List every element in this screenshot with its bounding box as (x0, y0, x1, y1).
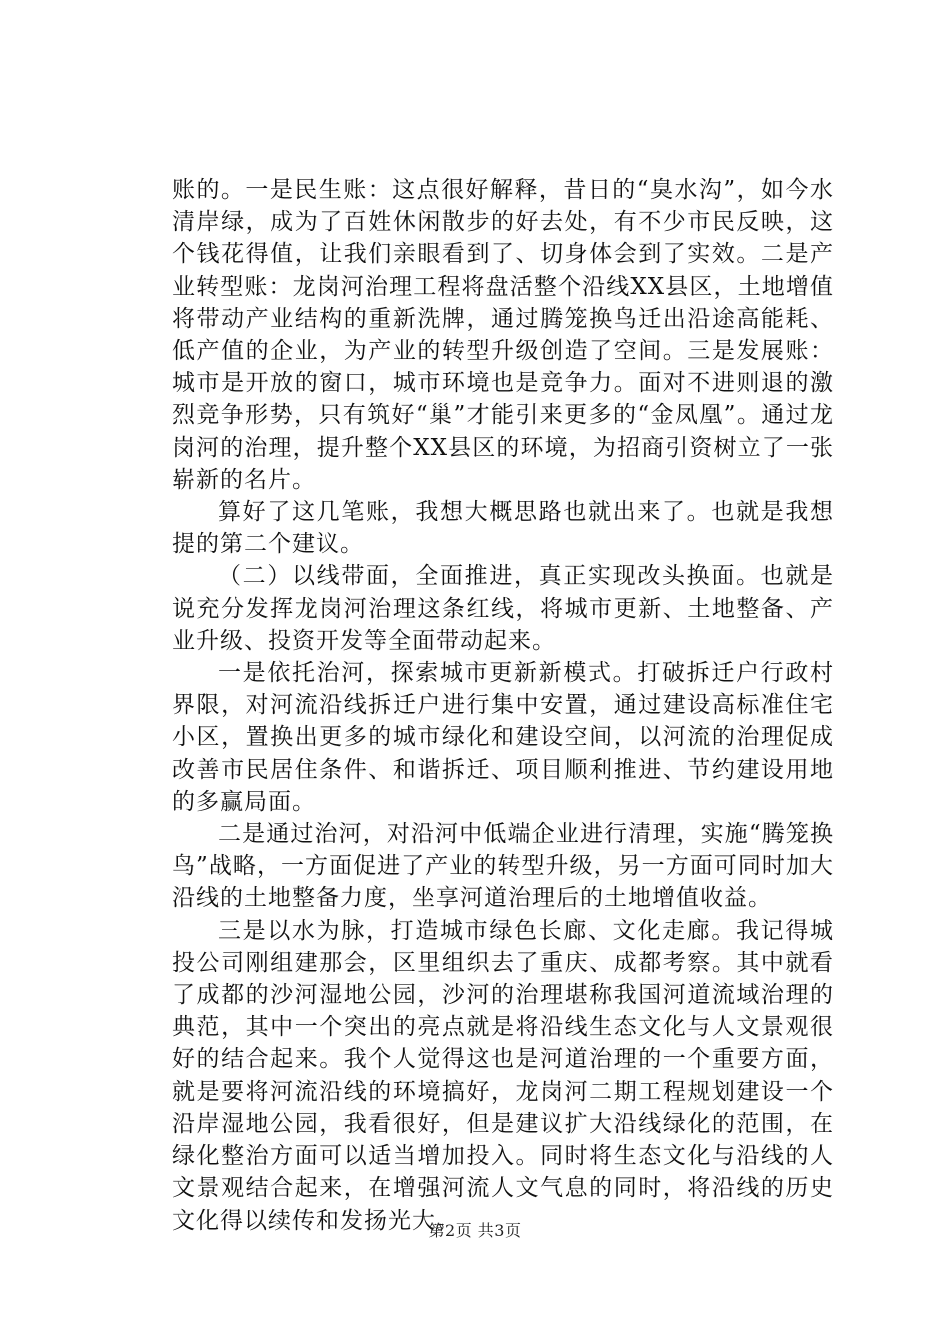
paragraph-livelihood-accounts: 账的。一是民生账：这点很好解释，昔日的“臭水沟”，如今水清岸绿，成为了百姓休闲散步的好去处，有不少市民反映，这个钱花得值，让我们亲眼看到了、切身体会到了实效。二是产业转型账：龙岗河治理工程将盘活整个沿线XX县区，土地增值将带动产业结构的重新洗牌，通过腾笼换鸟迁出沿途高能耗、低产值的企业，为产业的转型升级创造了空间。三是发展账：城市是开放的窗口，城市环境也是竞争力。面对不进则退的激烈竞争形势，只有筑好“巢”才能引来更多的“金凤凰”。通过龙岗河的治理，提升整个XX县区的环境，为招商引资树立了一张崭新的名片。 (172, 177, 834, 493)
paragraph-point-one: 一是依托治河，探索城市更新新模式。打破拆迁户行政村界限，对河流沿线拆迁户进行集中安置，通过建设高标准住宅小区，置换出更多的城市绿化和建设空间，以河流的治理促成改善市民居住条件、和谐拆迁、项目顺利推进、节约建设用地的多赢局面。 (172, 660, 834, 815)
document-body (172, 174, 834, 1237)
page-number-footer: 第2页 共3页 (428, 1221, 522, 1240)
paragraph-second-suggestion: （二）以线带面，全面推进，真正实现改头换面。也就是说充分发挥龙岗河治理这条红线，将城市更新、土地整备、产业升级、投资开发等全面带动起来。 (172, 563, 834, 654)
paragraph-transition: 算好了这几笔账，我想大概思路也就出来了。也就是我想提的第二个建议。 (172, 499, 834, 558)
paragraph-point-two: 二是通过治河，对沿河中低端企业进行清理，实施“腾笼换鸟”战略，一方面促进了产业的转型升级，另一方面可同时加大沿线的土地整备力度，坐享河道治理后的土地增值收益。 (172, 821, 834, 912)
paragraph-point-three: 三是以水为脉，打造城市绿色长廊、文化走廊。我记得城投公司刚组建那会，区里组织去了重庆、成都考察。其中就看了成都的沙河湿地公园，沙河的治理堪称我国河道流域治理的典范，其中一个突出的亮点就是将沿线生态文化与人文景观很好的结合起来。我个人觉得这也是河道治理的一个重要方面，就是要将河流沿线的环境搞好，龙岗河二期工程规划建设一个沿岸湿地公园，我看很好，但是建议扩大沿线绿化的范围，在绿化整治方面可以适当增加投入。同时将生态文化与沿线的人文景观结合起来，在增强河流人文气息的同时，将沿线的历史文化得以续传和发扬光大。 (172, 917, 834, 1234)
